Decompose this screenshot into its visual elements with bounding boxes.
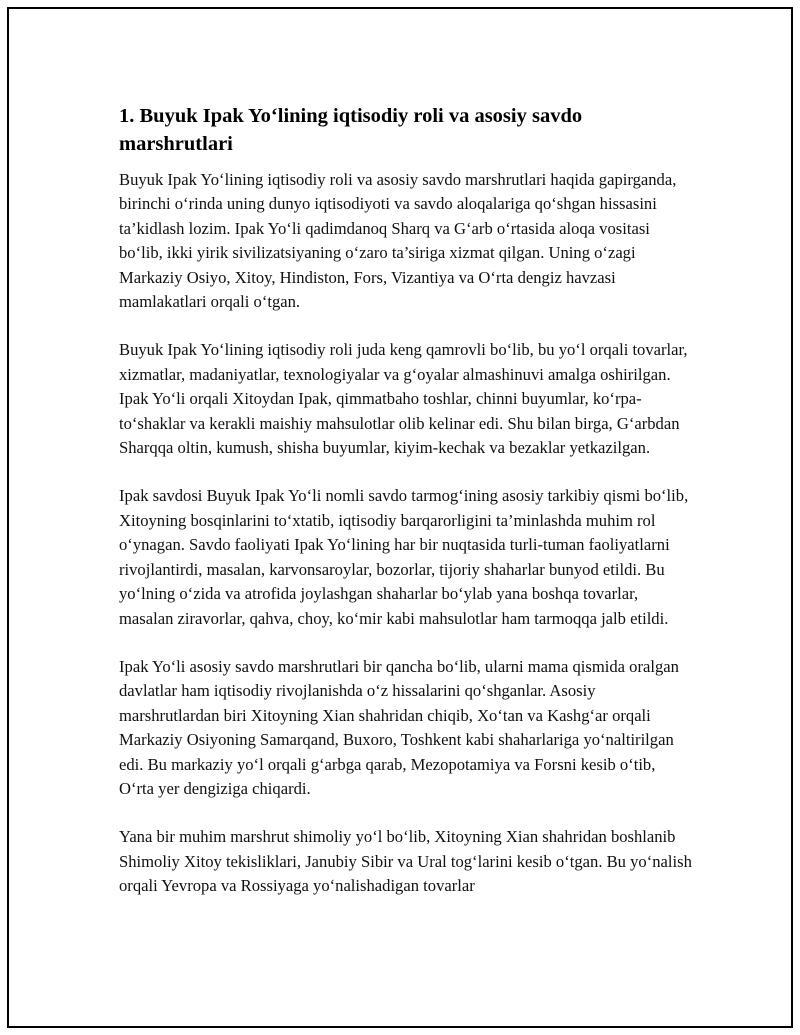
paragraph-2: Buyuk Ipak Yo‘lining iqtisodiy roli juda keng qamrovli bo‘lib, bu yo‘l orqali tovarlar, xizmatlar, madaniyatlar, texnologiyalar va g‘oyalar almashinuvi amalga oshirilgan. Ipak Yo‘li orqali Xitoydan Ipak, qimmatbaho toshlar, chinni buyumlar, ko‘rpa-to‘shaklar va kerakli maishiy mahsulotlar olib kelinar edi. Shu bilan birga, G‘arbdan Sharqqa oltin, kumush, shisha buyumlar, kiyim-kechak va bezaklar yetkazilgan. xyxy=(119,340,688,458)
paragraph-3: Ipak savdosi Buyuk Ipak Yo‘li nomli savdo tarmog‘ining asosiy tarkibiy qismi bo‘lib, Xitoyning bosqinlarini to‘xtatib, iqtisodiy barqarorligini ta’minlashda muhim rol o‘ynagan. Savdo faoliyati Ipak Yo‘lining har bir nuqtasida turli-tuman faoliyatlarni rivojlantirdi, masalan, karvonsaroylar, bozorlar, tijoriy shaharlar bunyod etildi. Bu yo‘lning o‘zida va atrofida joylashgan shaharlar bo‘ylab yana boshqa tovarlar, masalan ziravorlar, qahva, choy, ko‘mir kabi mahsulotlar ham tarmoqqa jalb etildi. xyxy=(119,486,689,628)
section-heading: 1. Buyuk Ipak Yo‘lining iqtisodiy roli va asosiy savdo marshrutlari xyxy=(119,105,583,155)
document-body xyxy=(119,102,694,923)
page-frame xyxy=(7,7,793,1028)
paragraph-5: Yana bir muhim marshrut shimoliy yo‘l bo‘lib, Xitoyning Xian shahridan boshlanib Shimoliy Xitoy tekisliklari, Janubiy Sibir va Ural tog‘larini kesib o‘tgan. Bu yo‘nalish orqali Yevropa va Rossiyaga yo‘nalishadigan tovarlar xyxy=(119,827,692,896)
paragraph-4: Ipak Yo‘li asosiy savdo marshrutlari bir qancha bo‘lib, ularni mama qismida oralgan davlatlar ham iqtisodiy rivojlanishda o‘z hissalarini qo‘shganlar. Asosiy marshrutlardan biri Xitoyning Xian shahridan chiqib, Xo‘tan va Kashg‘ar orqali Markaziy Osiyoning Samarqand, Buxoro, Toshkent kabi shaharlariga yo‘naltirilgan edi. Bu markaziy yo‘l orqali g‘arbga qarab, Mezopotamiya va Forsni kesib o‘tib, O‘rta yer dengiziga chiqardi. xyxy=(119,656,679,798)
paragraph-1: Buyuk Ipak Yo‘lining iqtisodiy roli va asosiy savdo marshrutlari haqida gapirganda, birinchi o‘rinda uning dunyo iqtisodiyoti va savdo aloqalariga qo‘shgan hissasini ta’kidlash lozim. Ipak Yo‘li qadimdanoq Sharq va G‘arb o‘rtasida aloqa vositasi bo‘lib, ikki yirik sivilizatsiyaning o‘zaro ta’siriga xizmat qilgan. Uning o‘zagi Markaziy Osiyo, Xitoy, Hindiston, Fors, Vizantiya va O‘rta dengiz havzasi mamlakatlari orqali o‘tgan. xyxy=(119,170,677,312)
